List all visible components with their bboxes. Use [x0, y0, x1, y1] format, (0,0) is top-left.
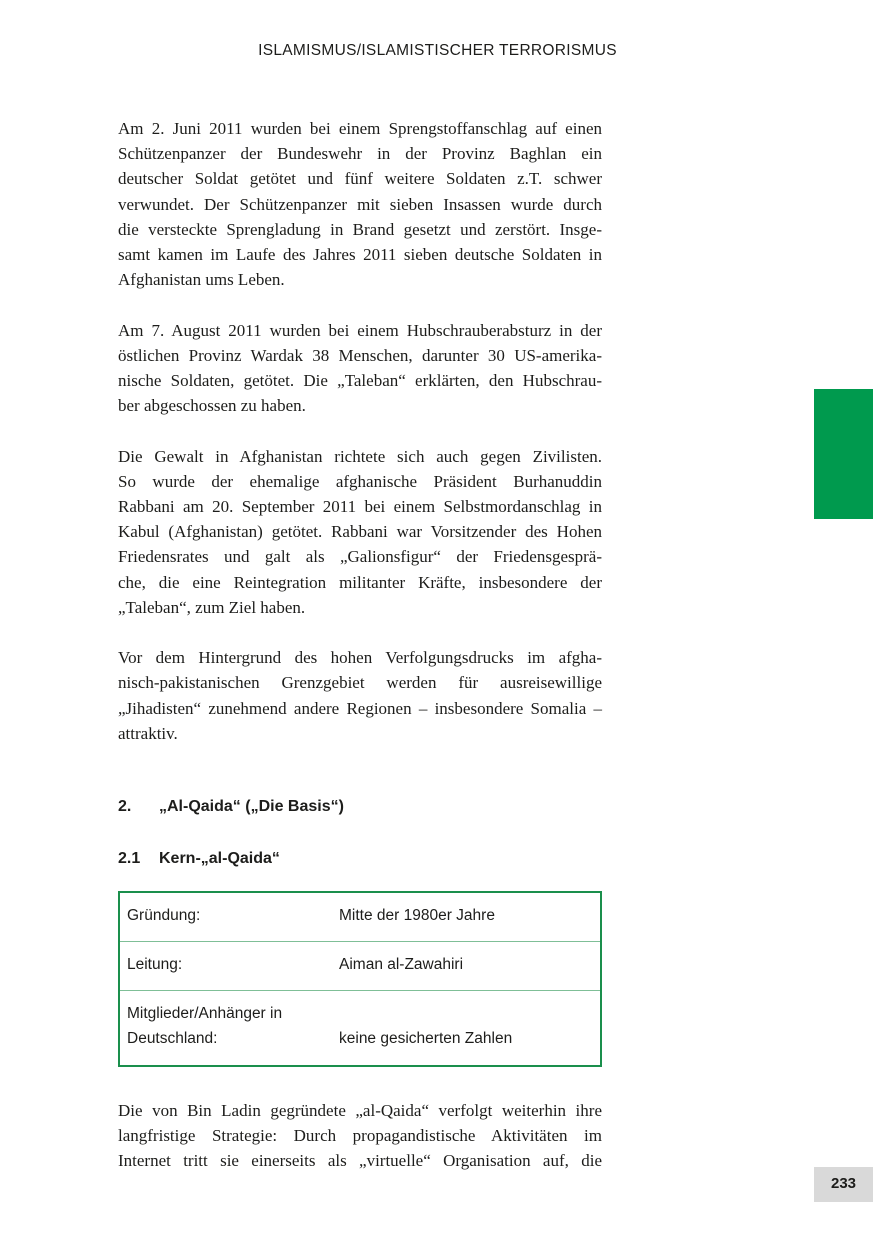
text-line: Schützenpanzer der Bundeswehr in der Provinz Baghlan ein	[118, 144, 602, 164]
text-line: nisch-pakistanischen Grenzgebiet werden für ausreisewillige	[118, 673, 602, 693]
text-line: Internet tritt sie einerseits als „virtuelle“ Organisation auf, die	[118, 1151, 602, 1171]
fact-row-leadership	[120, 942, 600, 991]
text-line: „Taleban“, zum Ziel haben.	[118, 597, 306, 617]
subsection-heading	[118, 850, 280, 868]
fact-row-founding	[120, 893, 600, 942]
page-number: 233	[814, 1167, 873, 1202]
running-header	[0, 42, 875, 60]
text-line: Die von Bin Ladin gegründete „al-Qaida“ verfolgt weiterhin ihre	[118, 1101, 602, 1120]
paragraph-1	[118, 116, 602, 292]
fact-row-members	[120, 991, 600, 1065]
paragraph-2	[118, 318, 602, 419]
fact-label-line2: Deutschland:	[127, 1030, 218, 1047]
section-number: 2.	[118, 798, 132, 815]
text-line: Kabul (Afghanistan) getötet. Rabbani war Vorsitzender des Hohen	[118, 522, 602, 542]
fact-value: Mitte der 1980er Jahre	[339, 907, 495, 924]
closing-paragraph	[118, 1098, 602, 1174]
text-line: langfristige Strategie: Durch propagandistische Aktivitäten im	[118, 1126, 602, 1146]
text-line: „Jihadisten“ zunehmend andere Regionen – insbesondere Somalia –	[118, 698, 602, 718]
subsection-title: Kern-„al-Qaida“	[159, 850, 280, 867]
chapter-tab-marker	[814, 389, 873, 519]
fact-label: Gründung:	[127, 907, 201, 924]
text-line: So wurde der ehemalige afghanische Präsident Burhanuddin	[118, 471, 602, 491]
text-line: samt kamen im Laufe des Jahres 2011 sieben deutsche Soldaten in	[118, 245, 602, 265]
text-line: Vor dem Hintergrund des hohen Verfolgungsdrucks im afgha-	[118, 648, 602, 668]
text-line: deutscher Soldat getötet und fünf weitere Soldaten z.T. schwer	[118, 169, 602, 189]
fact-value: Aiman al-Zawahiri	[339, 956, 464, 973]
text-line: nische Soldaten, getötet. Die „Taleban“ erklärten, den Hubschrau-	[118, 371, 602, 391]
text-line: Am 2. Juni 2011 wurden bei einem Sprengstoffanschlag auf einen	[118, 119, 602, 138]
text-line: Friedensrates und galt als „Galionsfigur“ der Friedensgesprä-	[118, 547, 602, 567]
paragraph-3	[118, 444, 602, 620]
fact-label: Leitung:	[127, 956, 183, 973]
text-line: Die Gewalt in Afghanistan richtete sich auch gegen Zivilisten.	[118, 446, 602, 466]
paragraph-4	[118, 645, 602, 746]
subsection-number: 2.1	[118, 850, 141, 867]
text-line: Am 7. August 2011 wurden bei einem Hubschrauberabsturz in der	[118, 320, 602, 340]
text-line: ber abgeschossen zu haben.	[118, 396, 306, 416]
section-title: „Al-Qaida“ („Die Basis“)	[159, 798, 344, 815]
fact-value: keine gesicherten Zahlen	[339, 1030, 513, 1047]
fact-box	[118, 891, 602, 1067]
section-heading	[118, 798, 344, 816]
text-line: che, die eine Reintegration militanter Kräfte, insbesondere der	[118, 572, 602, 592]
main-text-column	[118, 116, 602, 746]
text-line: verwundet. Der Schützenpanzer mit sieben Insassen wurde durch	[118, 194, 602, 214]
text-line: Afghanistan ums Leben.	[118, 270, 285, 290]
text-line: östlichen Provinz Wardak 38 Menschen, darunter 30 US-amerika-	[118, 345, 602, 365]
fact-label-line1: Mitglieder/Anhänger in	[127, 1005, 283, 1022]
text-line: die versteckte Sprengladung in Brand gesetzt und zerstört. Insge-	[118, 219, 602, 239]
text-line: attraktiv.	[118, 723, 178, 743]
running-title: ISLAMISMUS/ISLAMISTISCHER TERRORISMUS	[258, 42, 617, 59]
text-line: Rabbani am 20. September 2011 bei einem Selbstmordanschlag in	[118, 497, 602, 517]
